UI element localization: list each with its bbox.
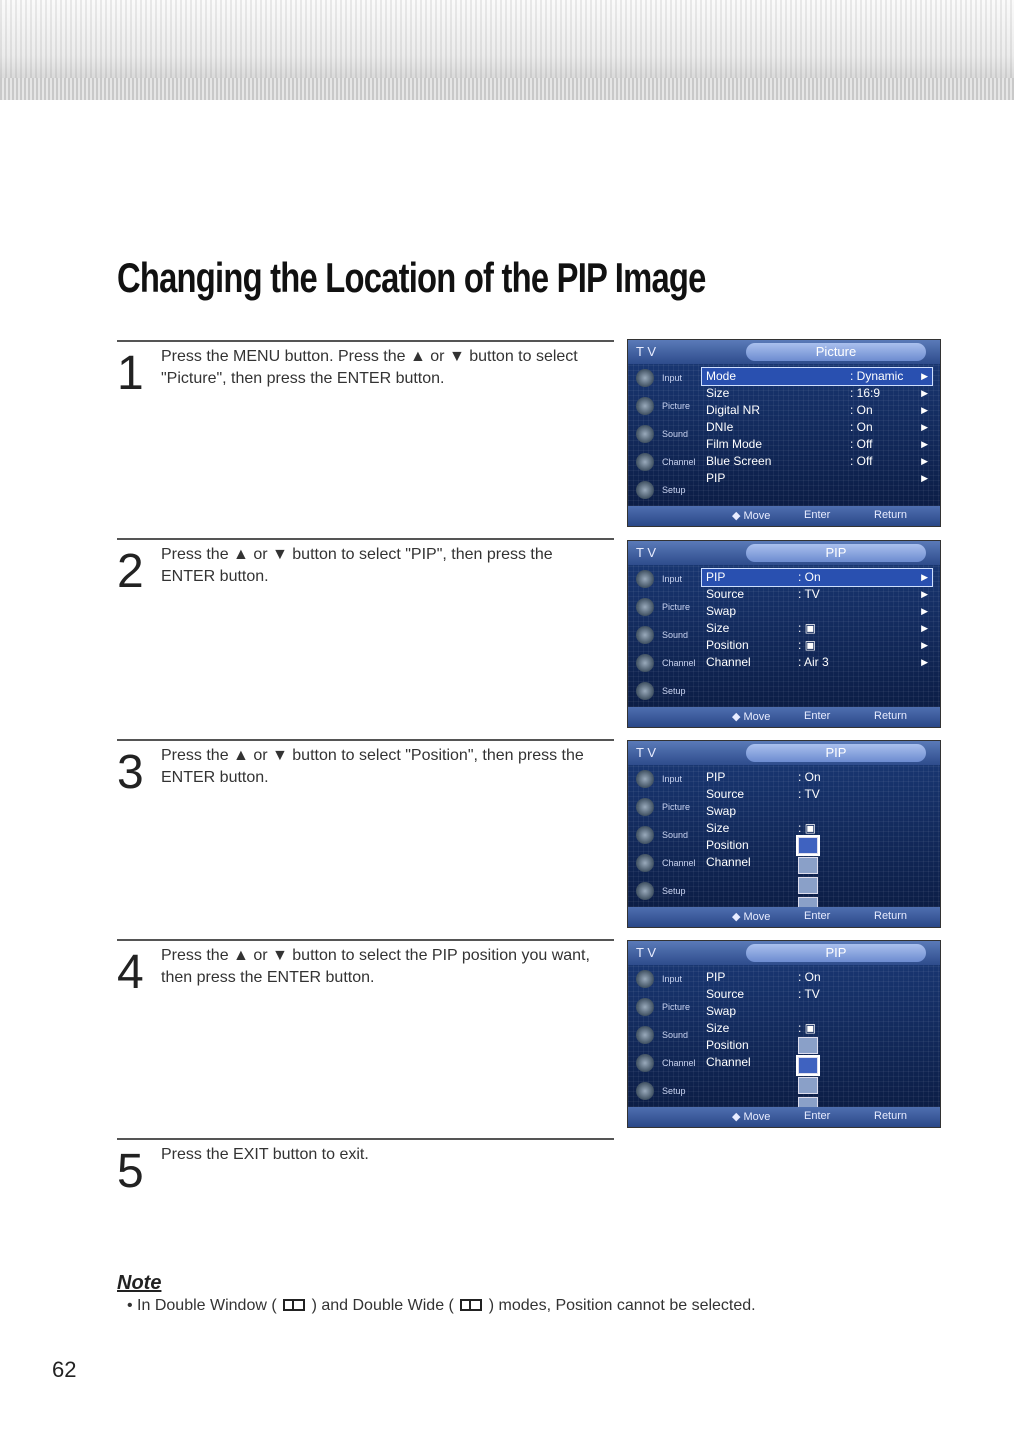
step-text: Press the EXIT button to exit. xyxy=(161,1146,369,1163)
step-text: Press the ▲ or ▼ button to select "PIP", then press the ENTER button. xyxy=(161,546,553,585)
osd-row-swap xyxy=(702,603,932,620)
osd-row-source xyxy=(702,586,932,603)
osd-arrow-icon: ▶ xyxy=(921,405,928,415)
osd-row-label: DNIe xyxy=(706,420,734,434)
osd-row-position xyxy=(702,637,932,654)
position-option-icon xyxy=(798,857,818,874)
osd-row-label: Size xyxy=(706,1021,730,1035)
osd-move-hint: ◆ Move xyxy=(732,911,771,923)
osd-row-value: : ▣ xyxy=(798,638,817,652)
step-text: Press the MENU button. Press the ▲ or ▼ button to select "Picture", then press the ENTER button. xyxy=(161,348,578,387)
osd-enter-hint: Enter xyxy=(804,509,831,521)
position-option-icon xyxy=(798,877,818,894)
osd-arrow-icon: ▶ xyxy=(921,589,928,599)
osd-row-pip xyxy=(702,569,932,586)
double-window-icon xyxy=(283,1299,305,1311)
osd-row-source xyxy=(702,986,932,1003)
note-text-part: • In Double Window ( xyxy=(127,1297,277,1314)
osd-row-pip xyxy=(702,470,932,487)
osd-arrow-icon: ▶ xyxy=(921,439,928,449)
osd-titlebar xyxy=(628,941,940,965)
step-5 xyxy=(117,1138,614,1198)
osd-tv-label: T V xyxy=(636,344,656,359)
osd-row-blue-screen xyxy=(702,453,932,470)
osd-side-picture: Picture xyxy=(628,793,700,821)
osd-footer xyxy=(628,1107,940,1127)
double-wide-icon xyxy=(460,1299,482,1311)
osd-arrow-icon: ▶ xyxy=(921,388,928,398)
osd-row-label: Position xyxy=(706,1038,749,1052)
osd-side-input: Input xyxy=(628,765,700,793)
osd-row-size xyxy=(702,620,932,637)
osd-enter-hint: Enter xyxy=(804,710,831,722)
osd-side-setup: Setup xyxy=(628,677,700,705)
osd-sidebar xyxy=(628,765,700,905)
osd-return-hint: Return xyxy=(874,1110,908,1122)
note-text xyxy=(127,1297,756,1315)
osd-titlebar xyxy=(628,541,940,565)
osd-row-label: Swap xyxy=(706,804,737,818)
osd-row-label: PIP xyxy=(706,471,726,485)
step-text: Press the ▲ or ▼ button to select "Position", then press the ENTER button. xyxy=(161,747,584,786)
osd-row-value: : ▣ xyxy=(798,621,817,635)
osd-row-mode xyxy=(702,368,932,385)
osd-side-input: Input xyxy=(628,965,700,993)
osd-row-channel xyxy=(702,654,932,671)
osd-arrow-icon: ▶ xyxy=(921,473,928,483)
osd-side-sound: Sound xyxy=(628,420,700,448)
osd-row-swap xyxy=(702,1003,932,1020)
osd-side-sound: Sound xyxy=(628,1021,700,1049)
osd-footer xyxy=(628,506,940,526)
osd-row-label: Mode xyxy=(706,369,737,383)
osd-titlebar xyxy=(628,741,940,765)
osd-row-label: Size xyxy=(706,821,730,835)
osd-row-label: PIP xyxy=(706,970,726,984)
osd-row-pip xyxy=(702,969,932,986)
osd-side-channel: Channel xyxy=(628,849,700,877)
osd-row-label: Source xyxy=(706,987,745,1001)
osd-row-swap xyxy=(702,803,932,820)
osd-row-value: : On xyxy=(798,970,821,984)
osd-footer xyxy=(628,907,940,927)
osd-side-sound: Sound xyxy=(628,821,700,849)
osd-row-source xyxy=(702,786,932,803)
position-options xyxy=(798,837,818,917)
osd-arrow-icon: ▶ xyxy=(921,657,928,667)
osd-row-label: Channel xyxy=(706,655,751,669)
osd-row-value: : Dynamic xyxy=(850,369,904,383)
osd-row-label: Size xyxy=(706,621,730,635)
osd-menu-title: Picture xyxy=(746,343,926,361)
osd-side-channel: Channel xyxy=(628,649,700,677)
osd-side-input: Input xyxy=(628,364,700,392)
osd-row-dnie xyxy=(702,419,932,436)
osd-row-value: : On xyxy=(850,403,873,417)
step-2 xyxy=(117,538,614,598)
step-divider xyxy=(117,340,614,342)
osd-row-value: : TV xyxy=(798,587,820,601)
osd-side-channel: Channel xyxy=(628,448,700,476)
osd-row-value: : On xyxy=(798,770,821,784)
osd-arrow-icon: ▶ xyxy=(921,606,928,616)
osd-row-digital-nr xyxy=(702,402,932,419)
position-option-icon xyxy=(798,1037,818,1054)
osd-row-label: Swap xyxy=(706,1004,737,1018)
osd-side-input: Input xyxy=(628,565,700,593)
osd-row-value: : TV xyxy=(798,987,820,1001)
position-option-icon xyxy=(798,1077,818,1094)
osd-screen-pip xyxy=(627,540,941,728)
osd-arrow-icon: ▶ xyxy=(921,422,928,432)
osd-row-label: Film Mode xyxy=(706,437,763,451)
osd-return-hint: Return xyxy=(874,509,908,521)
osd-menu-title: PIP xyxy=(746,744,926,762)
step-number: 4 xyxy=(117,946,144,999)
step-4 xyxy=(117,939,614,999)
osd-side-picture: Picture xyxy=(628,392,700,420)
osd-side-setup: Setup xyxy=(628,1077,700,1105)
position-options xyxy=(798,1037,818,1117)
note-text-part: ) modes, Position cannot be selected. xyxy=(488,1297,756,1314)
osd-row-label: Blue Screen xyxy=(706,454,772,468)
osd-screen-picture xyxy=(627,339,941,527)
osd-row-label: Size xyxy=(706,386,730,400)
osd-menu-list xyxy=(702,569,932,671)
osd-enter-hint: Enter xyxy=(804,910,831,922)
osd-side-picture: Picture xyxy=(628,593,700,621)
step-number: 1 xyxy=(117,347,144,400)
osd-row-label: Position xyxy=(706,838,749,852)
header-band xyxy=(0,0,1014,100)
osd-move-hint: ◆ Move xyxy=(732,510,771,522)
osd-side-setup: Setup xyxy=(628,476,700,504)
page-title: Changing the Location of the PIP Image xyxy=(117,254,706,301)
osd-menu-list xyxy=(702,368,932,487)
note-text-part: ) and Double Wide ( xyxy=(311,1297,454,1314)
step-text: Press the ▲ or ▼ button to select the PIP position you want, then press the ENTER button. xyxy=(161,947,590,986)
osd-row-size xyxy=(702,820,932,837)
osd-row-value: : 16:9 xyxy=(850,386,881,400)
step-number: 3 xyxy=(117,746,144,799)
osd-arrow-icon: ▶ xyxy=(921,456,928,466)
osd-arrow-icon: ▶ xyxy=(921,572,928,582)
osd-row-value: : On xyxy=(798,570,821,584)
step-divider xyxy=(117,739,614,741)
osd-titlebar xyxy=(628,340,940,364)
osd-row-label: Source xyxy=(706,787,745,801)
osd-sidebar xyxy=(628,565,700,705)
osd-sidebar xyxy=(628,965,700,1105)
osd-move-hint: ◆ Move xyxy=(732,711,771,723)
osd-return-hint: Return xyxy=(874,910,908,922)
osd-enter-hint: Enter xyxy=(804,1110,831,1122)
step-number: 5 xyxy=(117,1145,144,1198)
osd-side-channel: Channel xyxy=(628,1049,700,1077)
osd-sidebar xyxy=(628,364,700,504)
note-heading: Note xyxy=(117,1272,162,1294)
osd-side-setup: Setup xyxy=(628,877,700,905)
osd-arrow-icon: ▶ xyxy=(921,371,928,381)
step-1 xyxy=(117,340,614,400)
osd-row-size xyxy=(702,1020,932,1037)
osd-tv-label: T V xyxy=(636,545,656,560)
osd-menu-title: PIP xyxy=(746,544,926,562)
position-option-icon xyxy=(798,837,818,854)
osd-row-label: Swap xyxy=(706,604,737,618)
osd-return-hint: Return xyxy=(874,710,908,722)
osd-row-label: PIP xyxy=(706,770,726,784)
osd-row-value: : ▣ xyxy=(798,1021,817,1035)
step-3 xyxy=(117,739,614,799)
osd-row-value: : On xyxy=(850,420,873,434)
osd-move-hint: ◆ Move xyxy=(732,1111,771,1123)
osd-screen-position-choose xyxy=(627,940,941,1128)
step-divider xyxy=(117,939,614,941)
osd-side-picture: Picture xyxy=(628,993,700,1021)
osd-row-value: : TV xyxy=(798,787,820,801)
osd-arrow-icon: ▶ xyxy=(921,640,928,650)
osd-screen-position-select xyxy=(627,740,941,928)
osd-row-pip xyxy=(702,769,932,786)
page-number: 62 xyxy=(52,1357,77,1382)
osd-tv-label: T V xyxy=(636,745,656,760)
step-number: 2 xyxy=(117,545,144,598)
osd-row-label: PIP xyxy=(706,570,726,584)
step-divider xyxy=(117,1138,614,1140)
osd-row-label: Position xyxy=(706,638,749,652)
osd-row-label: Source xyxy=(706,587,745,601)
osd-row-size xyxy=(702,385,932,402)
osd-row-film-mode xyxy=(702,436,932,453)
osd-menu-title: PIP xyxy=(746,944,926,962)
osd-row-value: : Off xyxy=(850,454,873,468)
osd-footer xyxy=(628,707,940,727)
position-option-icon xyxy=(798,1057,818,1074)
step-divider xyxy=(117,538,614,540)
osd-arrow-icon: ▶ xyxy=(921,623,928,633)
osd-row-value: : Air 3 xyxy=(798,655,829,669)
osd-row-value: : Off xyxy=(850,437,873,451)
osd-row-value: : ▣ xyxy=(798,821,817,835)
osd-row-label: Channel xyxy=(706,1055,751,1069)
osd-side-sound: Sound xyxy=(628,621,700,649)
osd-row-label: Channel xyxy=(706,855,751,869)
osd-row-label: Digital NR xyxy=(706,403,761,417)
osd-tv-label: T V xyxy=(636,945,656,960)
